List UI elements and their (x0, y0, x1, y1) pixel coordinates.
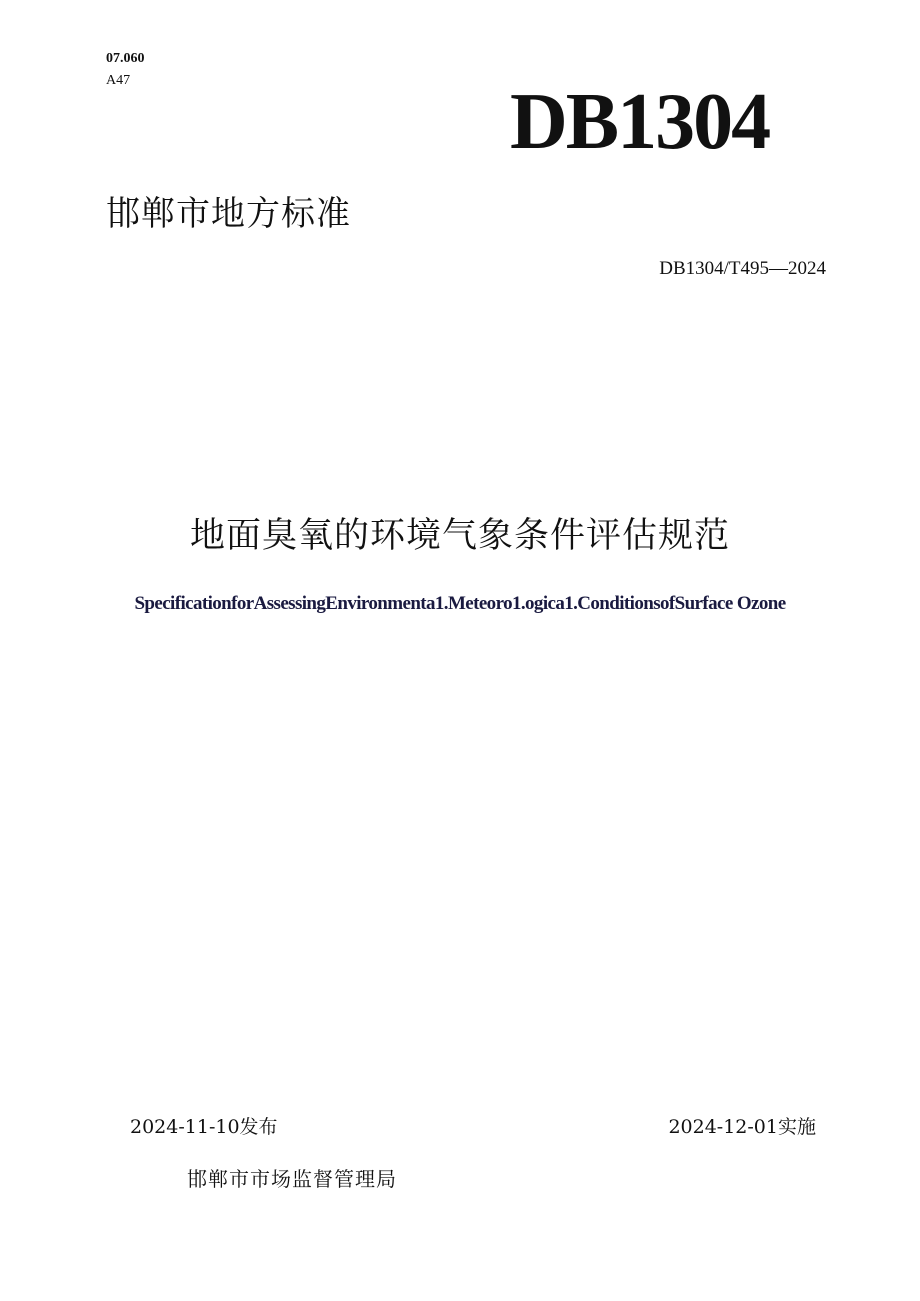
issuing-authority: 邯郸市市场监督管理局 (187, 1167, 397, 1191)
implementation-date: 2024-12-01实施 (668, 1116, 816, 1138)
standard-type: 邯郸市地方标准 (106, 194, 351, 234)
standard-number: DB1304/T495—2024 (659, 258, 826, 279)
issue-date: 2024-11-10发布 (130, 1116, 278, 1138)
standard-logo: DB1304 (510, 78, 770, 166)
ics-code: 07.060 (106, 51, 145, 66)
title-english: SpecificationforAssessingEnvironmenta1.Meteoro1.ogica1.ConditionsofSurface Ozone (134, 593, 786, 614)
title-chinese: 地面臭氧的环境气象条件评估规范 (189, 516, 730, 556)
ccs-code: A47 (106, 73, 131, 88)
